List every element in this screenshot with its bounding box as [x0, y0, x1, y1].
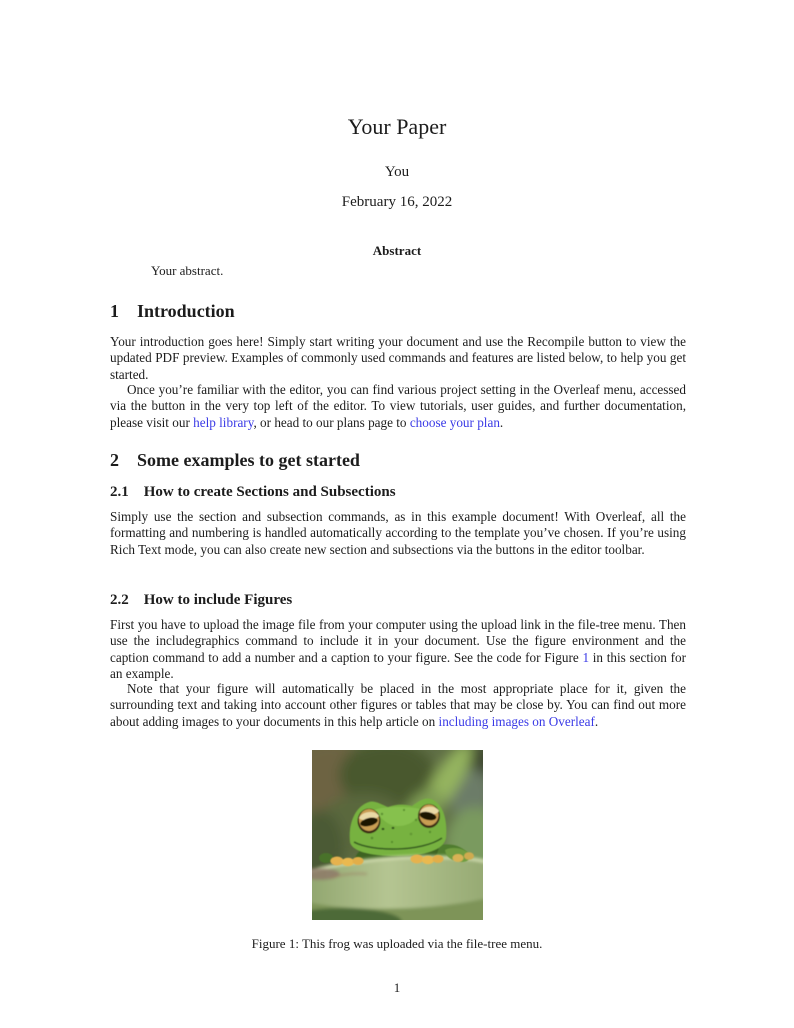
frog-right-eye	[418, 804, 440, 828]
subsection-2-2-title: How to include Figures	[143, 592, 293, 608]
paper-title: Your Paper	[347, 114, 447, 139]
figures-paragraph-2	[110, 681, 686, 730]
subsection-2-2-heading	[110, 592, 292, 609]
section-2-heading	[110, 450, 360, 471]
subsection-2-1-heading	[110, 484, 396, 501]
frog-photo	[312, 750, 483, 920]
paper-author: You	[384, 164, 410, 180]
frog-left-eye	[358, 809, 381, 834]
abstract-heading: Abstract	[372, 243, 422, 258]
paragraph-text: , or head to our plans page to	[253, 414, 410, 430]
paragraph-text: in this section for an example.	[110, 649, 686, 682]
paragraph-text: .	[499, 414, 504, 430]
paragraph-text: .	[594, 713, 599, 729]
paragraph-text: First you have to upload the image file from your computer using the upload link in the file-tree menu. Then use the includegraphics command to include it in your document. Use the figure environment and the caption command to add a number and a caption to your figure. See the code for Figure	[110, 617, 686, 665]
page-number: 1	[393, 980, 401, 995]
paragraph-text: Once you’re familiar with the editor, you can find various project setting in the Overleaf menu, accessed via the button in the very top left of the editor. To view tutorials, user guides, and further documentation, please visit our	[110, 382, 686, 430]
help-library-link[interactable]: help library	[193, 414, 254, 430]
subsection-2-1-title: How to create Sections and Subsections	[143, 484, 396, 500]
paper-date: February 16, 2022	[341, 194, 453, 210]
section-2-title: Some examples to get started	[137, 450, 360, 470]
subsection-2-2-number: 2.2	[110, 592, 129, 608]
subsection-2-1-paragraph: Simply use the section and subsection commands, as in this example document! With Overleaf, all the formatting and numbering is handled automatically according to the template you’ve chosen. If you’re using Rich Text mode, you can also create new section and subsections via the buttons in the editor toolbar.	[110, 509, 686, 557]
choose-your-plan-link[interactable]: choose your plan	[409, 414, 500, 430]
branch	[312, 857, 483, 920]
section-1-heading	[110, 301, 235, 322]
figure-1	[312, 750, 483, 920]
abstract-text: Your abstract.	[151, 263, 224, 278]
subsection-2-1-number: 2.1	[110, 484, 129, 500]
figures-paragraph-1	[110, 617, 686, 683]
figure-1-caption: Figure 1: This frog was uploaded via the file-tree menu.	[251, 936, 543, 951]
section-1-number: 1	[110, 301, 119, 321]
including-images-link[interactable]: including images on Overleaf	[438, 713, 595, 729]
section-2-number: 2	[110, 450, 119, 470]
intro-paragraph-1: Your introduction goes here! Simply start writing your document and use the Recompile button to view the updated PDF preview. Examples of commonly used commands and features are listed below, to help you get started.	[110, 334, 686, 382]
paragraph-text: Note that your figure will automatically be placed in the most appropriate place for it, given the surrounding text and taking into account other figures or tables that may be close by. You can find out more about adding images to your documents in this help article on	[110, 681, 686, 729]
section-1-title: Introduction	[137, 301, 235, 321]
figure-1-ref-link[interactable]: 1	[582, 649, 590, 665]
intro-paragraph-2	[110, 382, 686, 431]
